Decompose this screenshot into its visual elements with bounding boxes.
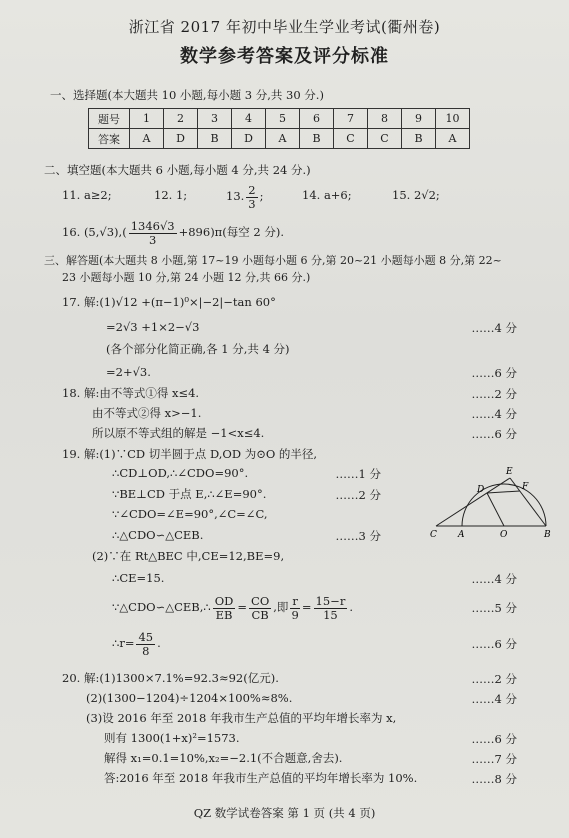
answer-13-prefix: 13. <box>226 189 245 203</box>
q19-line7: ∴CE=15. <box>112 571 165 585</box>
table-cell: 4 <box>232 109 266 129</box>
segment-df <box>487 491 520 493</box>
numerator: 1346√3 <box>130 218 175 233</box>
q17-line1: 17. 解:(1)√12 +(π−1)⁰×|−2|−tan 60° <box>62 295 276 309</box>
score: ……3 分 <box>335 529 381 543</box>
point-label-o: O <box>500 530 508 538</box>
denominator: 8 <box>142 643 150 658</box>
fraction <box>290 595 300 622</box>
semicircle-arc <box>462 484 546 526</box>
q19-line1: 19. 解:(1)∵CD 切半圆于点 D,OD 为⊙O 的半径, <box>62 447 318 461</box>
radius-od <box>487 493 504 526</box>
table-cell: D <box>164 129 198 149</box>
table-cell: B <box>300 129 334 149</box>
score: ……6 分 <box>471 732 517 746</box>
q18-line3: 所以原不等式组的解是 −1<x≤4. <box>92 426 265 440</box>
answer-13 <box>226 181 264 211</box>
table-cell: C <box>334 129 368 149</box>
table-cell: 5 <box>266 109 300 129</box>
page-title: 数学参考答案及评分标准 <box>180 46 389 67</box>
fraction <box>129 220 177 247</box>
q20-line3: (3)设 2016 年至 2018 年我市生产总值的平均年增长率为 x, <box>86 711 397 725</box>
section2-heading: 二、填空题(本大题共 6 小题,每小题 4 分,共 24 分.) <box>44 163 311 177</box>
row-label-number: 题号 <box>89 109 130 129</box>
q19-line3: ∵BE⊥CD 于点 E,∴∠E=90°. <box>112 487 267 501</box>
page-footer: QZ 数学试卷答案 第 1 页 (共 4 页) <box>193 806 376 820</box>
score: ……8 分 <box>471 772 517 786</box>
score: ……2 分 <box>471 672 517 686</box>
table-cell: 7 <box>334 109 368 129</box>
q19-line5: ∴△CDO∽△CEB. <box>112 528 204 542</box>
point-label-c: C <box>430 530 437 538</box>
denominator: 15 <box>323 607 338 622</box>
q19-line8-end: . <box>349 600 353 614</box>
fraction <box>246 184 257 211</box>
answer-16-part-a: 16. (5,√3),( <box>62 225 127 239</box>
table-cell: 3 <box>198 109 232 129</box>
score: ……6 分 <box>471 366 517 380</box>
section3-heading-line2: 23 小题每小题 10 分,第 24 小题 12 分,共 66 分.) <box>62 271 311 284</box>
fraction <box>249 595 271 622</box>
answer-11: 11. a≥2; <box>62 188 112 202</box>
answer-16 <box>62 217 284 247</box>
q20-line1: 20. 解:(1)1300×7.1%=92.3≈92(亿元). <box>62 671 279 685</box>
q19-line9-end: . <box>157 636 161 650</box>
numerator: OD <box>214 593 234 608</box>
table-cell: 10 <box>436 109 470 129</box>
table-row-numbers <box>89 109 470 129</box>
section3-heading-line1: 三、解答题(本大题共 8 小题,第 17~19 小题每小题 6 分,第 20~21 小题每小题 8 分,第 22~ <box>44 254 502 267</box>
denominator: 9 <box>291 607 299 622</box>
score: ……4 分 <box>471 692 517 706</box>
section1-heading: 一、选择题(本大题共 10 小题,每小题 3 分,共 30 分.) <box>50 88 324 102</box>
numerator: CO <box>251 593 270 608</box>
denominator: 3 <box>248 196 256 211</box>
denominator: CB <box>251 607 269 622</box>
score: ……2 分 <box>471 387 517 401</box>
answer-13-suffix: ; <box>259 189 264 203</box>
numerator: 2 <box>248 182 256 197</box>
q19-line2: ∴CD⊥OD,∴∠CDO=90°. <box>112 466 249 480</box>
q20-line6: 答:2016 年至 2018 年我市生产总值的平均年增长率为 10%. <box>104 771 418 785</box>
choice-answer-table <box>88 108 470 149</box>
denominator: EB <box>215 607 233 622</box>
q17-line3: (各个部分化简正确,各 1 分,共 4 分) <box>106 342 290 356</box>
score: ……7 分 <box>471 752 517 766</box>
table-cell: A <box>130 129 164 149</box>
table-cell: D <box>232 129 266 149</box>
table-cell: B <box>198 129 232 149</box>
exam-title: 浙江省 2017 年初中毕业生学业考试(衢州卷) <box>128 18 441 36</box>
q17-line4: =2+√3. <box>106 365 151 379</box>
numerator: 45 <box>138 629 154 644</box>
score: ……2 分 <box>335 488 381 502</box>
point-label-a: A <box>458 530 465 538</box>
q17-line2: =2√3 +1×2−√3 <box>106 320 200 334</box>
score: ……6 分 <box>471 427 517 441</box>
answer-15: 15. 2√2; <box>392 188 440 202</box>
table-cell: C <box>368 129 402 149</box>
semicircle-geometry-figure <box>428 462 552 538</box>
denominator: 3 <box>148 232 157 247</box>
answer-14: 14. a+6; <box>302 188 352 202</box>
q19-line8-mid: ,即 <box>273 600 289 614</box>
q19-line9-start: ∴r= <box>112 636 135 650</box>
table-cell: 2 <box>164 109 198 129</box>
q19-line6: (2)∵在 Rt△BEC 中,CE=12,BE=9, <box>92 549 285 563</box>
q20-line4: 则有 1300(1+x)²=1573. <box>104 731 240 745</box>
table-cell: 8 <box>368 109 402 129</box>
tangent-line-ce <box>436 478 510 526</box>
table-cell: 1 <box>130 109 164 129</box>
q20-line2: (2)(1300−1204)÷1204×100%≈8%. <box>86 691 293 705</box>
table-cell: 6 <box>300 109 334 129</box>
q18-line2: 由不等式②得 x>−1. <box>92 406 202 420</box>
table-row-answers <box>89 129 470 149</box>
score: ……5 分 <box>471 601 517 615</box>
q19-line4: ∵∠CDO=∠E=90°,∠C=∠C, <box>112 507 268 521</box>
q20-line5: 解得 x₁=0.1=10%,x₂=−2.1(不合题意,舍去). <box>104 751 343 765</box>
row-label-answer: 答案 <box>89 129 130 149</box>
table-cell: B <box>402 129 436 149</box>
numerator: 15−r <box>315 593 346 608</box>
score: ……4 分 <box>471 407 517 421</box>
score: ……4 分 <box>471 572 517 586</box>
score: ……1 分 <box>335 467 381 481</box>
q18-line1: 18. 解:由不等式①得 x≤4. <box>62 386 200 400</box>
table-cell: A <box>436 129 470 149</box>
fraction <box>314 595 348 622</box>
point-label-d: D <box>477 485 485 495</box>
numerator: r <box>292 593 298 608</box>
point-label-e: E <box>506 467 513 477</box>
table-cell: A <box>266 129 300 149</box>
table-cell: 9 <box>402 109 436 129</box>
answer-12: 12. 1; <box>154 188 188 202</box>
point-label-f: F <box>522 482 529 492</box>
answer-16-part-b: +896)π(每空 2 分). <box>178 225 284 239</box>
fraction <box>213 595 236 622</box>
score: ……4 分 <box>471 321 517 335</box>
q19-line8-start: ∵△CDO∽△CEB,∴ <box>112 600 211 614</box>
q19-line9 <box>112 627 161 659</box>
point-label-b: B <box>544 530 551 538</box>
fraction <box>136 631 155 658</box>
q19-line8: ∵△CDO∽△CEB,∴ $\frac{OD}{EB}$ = $\frac{CO}{CB}$ ,即 $\frac{r}{9}$ = $\frac{15-r}{15}$ . <box>112 593 353 622</box>
score: ……6 分 <box>471 637 517 651</box>
